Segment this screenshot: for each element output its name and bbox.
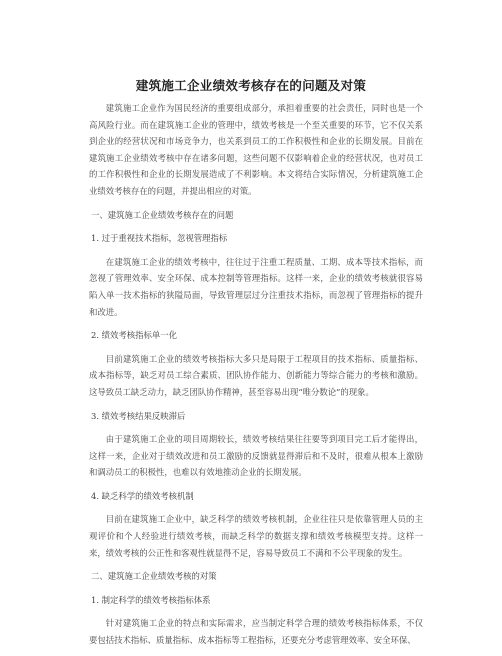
paragraph-lagging-results: 由于建筑施工企业的项目周期较长，绩效考核结果往往要等到项目完工后才能得出，这样一来，企业对于绩效改进和员工激励的反馈就显得滞后和不及时，很难从根本上激励和调动员工的积极性，也难以有效地推动企业的长期发展。 bbox=[89, 434, 423, 478]
paragraph-indicator-system: 针对建筑施工企业的特点和实际需求，应当制定科学合理的绩效考核指标体系，不仅要包括技术指标、质量指标、成本指标等工程指标，还要充分考虑管理效率、安全环保、 bbox=[89, 618, 423, 646]
subheading-indicator-system: 1. 制定科学的绩效考核指标体系 bbox=[91, 594, 211, 605]
subheading-technical-indicators: 1. 过于重视技术指标，忽视管理指标 bbox=[91, 233, 228, 244]
section-heading-countermeasures: 二、建筑施工企业绩效考核的对策 bbox=[91, 571, 217, 582]
document-title: 建筑施工企业绩效考核存在的问题及对策 bbox=[135, 78, 367, 93]
document-body bbox=[89, 100, 423, 656]
paragraph-single-indicators: 目前建筑施工企业的绩效考核指标大多只是局限于工程项目的技术指标、质量指标、成本指标等，缺乏对员工综合素质、团队协作能力、创新能力等综合能力的考核和激励。这导致员工缺乏动力，缺乏团队协作精神，甚至容易出现“唯分数论”的现象。 bbox=[89, 353, 423, 397]
subheading-lack-mechanism: 4. 缺乏科学的绩效考核机制 bbox=[91, 490, 194, 501]
paragraph-lack-mechanism: 目前在建筑施工企业中，缺乏科学的绩效考核机制，企业往往只是依靠管理人员的主观评价和个人经验进行绩效考核，而缺乏科学的数据支撑和绩效考核模型支持。这样一来，绩效考核的公正性和客观性就显得不足，容易导致员工不满和不公平现象的发生。 bbox=[89, 514, 423, 558]
abstract-paragraph: 建筑施工企业作为国民经济的重要组成部分，承担着重要的社会责任，同时也是一个高风险行业。而在建筑施工企业的管理中，绩效考核是一个至关重要的环节，它不仅关系到企业的经营状况和市场竞争力，也关系到员工的工作积极性和企业的长期发展。目前在建筑施工企业绩效考核中存在诸多问题，这些问题不仅影响着企业的经营状况，也对员工的工作积极性和企业的长期发展造成了不利影响。本文将结合实际情况，分析建筑施工企业绩效考核存在的问题，并提出相应的对策。 bbox=[89, 103, 423, 196]
paragraph-technical-indicators: 在建筑施工企业的绩效考核中，往往过于注重工程质量、工期、成本等技术指标，而忽视了管理效率、安全环保、成本控制等管理指标。这样一来，企业的绩效考核就很容易陷入单一技术指标的狭隘局面，导致管理层过分注重技术指标，而忽视了管理指标的提升和改进。 bbox=[89, 256, 423, 317]
subheading-lagging-results: 3. 绩效考核结果反映滞后 bbox=[91, 410, 186, 421]
subheading-single-indicators: 2. 绩效考核指标单一化 bbox=[91, 330, 178, 341]
section-heading-problems: 一、建筑施工企业绩效考核存在的问题 bbox=[91, 209, 234, 220]
